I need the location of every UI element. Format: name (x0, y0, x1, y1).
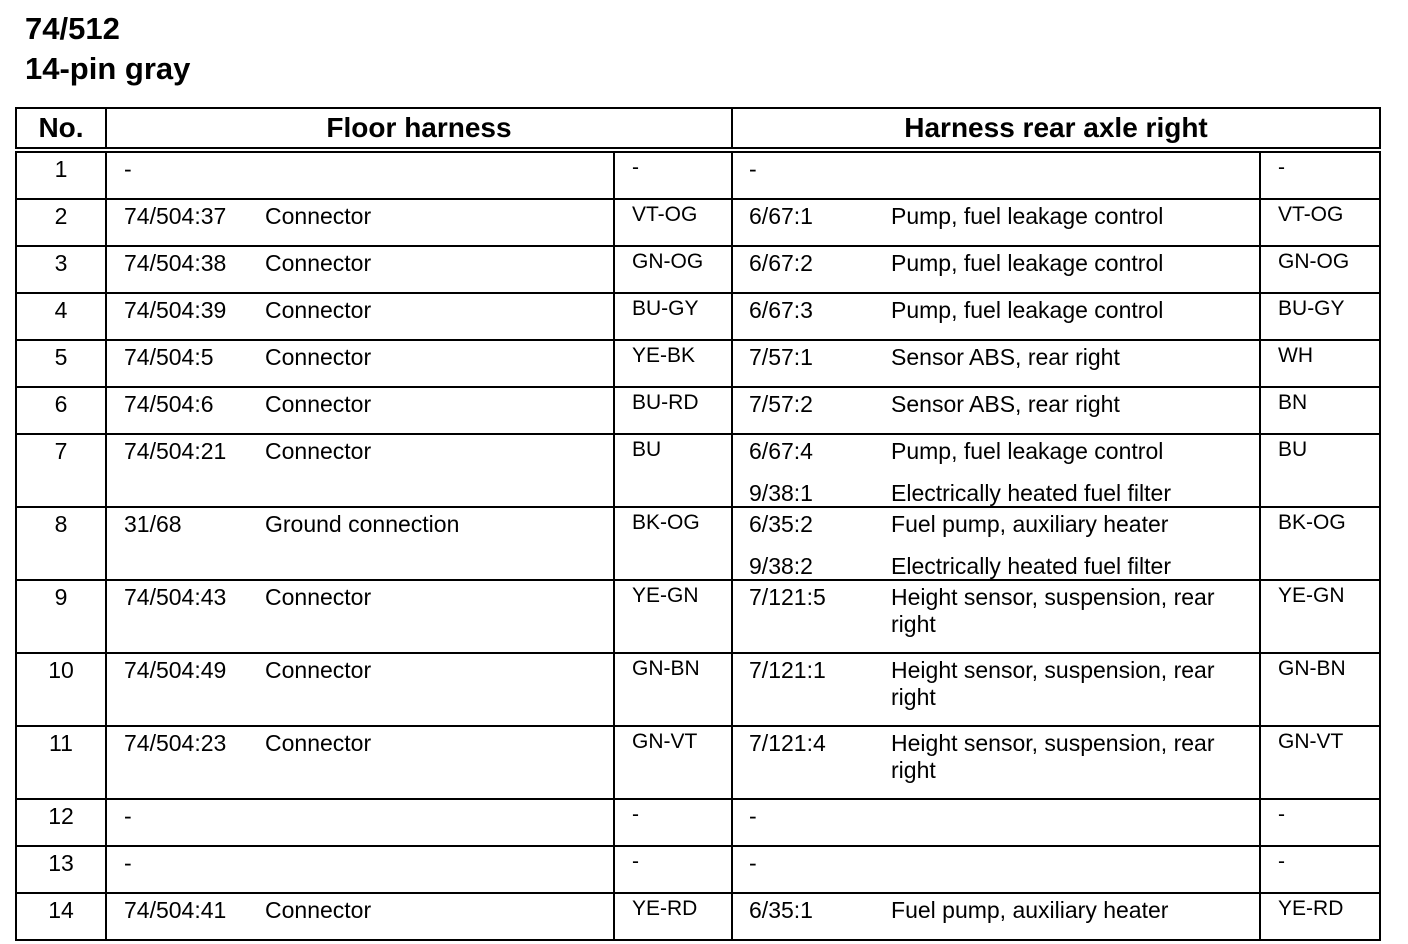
rear-axle-harness-cell (732, 434, 1260, 507)
pinout-table (15, 107, 1381, 941)
floor-harness-cell (106, 387, 614, 434)
rear-axle-harness-cell (732, 893, 1260, 940)
table-row (16, 434, 1380, 507)
rear-axle-harness-desc: Electrically heated fuel filter (891, 553, 1171, 579)
rear-axle-harness-desc: Sensor ABS, rear right (891, 344, 1120, 370)
floor-harness-wire-color: GN-VT (614, 726, 732, 799)
table-row (16, 893, 1380, 940)
rear-axle-harness-ref: 6/67:3 (749, 297, 813, 323)
rear-axle-harness-desc: Pump, fuel leakage control (891, 250, 1164, 276)
pin-number: 13 (16, 846, 106, 893)
floor-harness-ref: 74/504:41 (124, 897, 227, 923)
rear-axle-harness-cell (732, 846, 1260, 893)
floor-harness-wire-color: VT-OG (614, 199, 732, 246)
rear-axle-harness-desc: Pump, fuel leakage control (891, 438, 1164, 464)
floor-harness-desc: Connector (265, 584, 372, 610)
rear-axle-harness-ref: 6/35:2 (749, 511, 813, 537)
rear-axle-harness-cell (732, 726, 1260, 799)
rear-axle-harness-wire-color: BU (1260, 434, 1380, 507)
floor-harness-cell (106, 340, 614, 387)
table-row (16, 580, 1380, 653)
rear-axle-harness-ref: - (749, 850, 757, 876)
rear-axle-harness-desc: Fuel pump, auxiliary heater (891, 511, 1169, 537)
table-row (16, 150, 1380, 199)
floor-harness-desc: Connector (265, 438, 372, 464)
rear-axle-harness-cell (732, 507, 1260, 580)
pin-number: 10 (16, 653, 106, 726)
floor-harness-wire-color: BU (614, 434, 732, 507)
rear-axle-harness-cell (732, 799, 1260, 846)
floor-harness-ref: - (124, 803, 132, 829)
rear-axle-harness-cell (732, 150, 1260, 199)
table-row (16, 653, 1380, 726)
pin-number: 1 (16, 150, 106, 199)
column-header-no: No. (16, 108, 106, 150)
table-row (16, 726, 1380, 799)
floor-harness-ref: 74/504:38 (124, 250, 227, 276)
connector-id: 74/512 (25, 11, 120, 46)
rear-axle-harness-cell (732, 246, 1260, 293)
floor-harness-ref: 31/68 (124, 511, 182, 537)
floor-harness-ref: - (124, 156, 132, 182)
floor-harness-cell (106, 246, 614, 293)
rear-axle-harness-wire-color: - (1260, 799, 1380, 846)
floor-harness-cell (106, 434, 614, 507)
floor-harness-desc: Connector (265, 250, 372, 276)
floor-harness-desc: Connector (265, 391, 372, 417)
floor-harness-ref: 74/504:43 (124, 584, 227, 610)
rear-axle-harness-ref: 7/57:1 (749, 344, 813, 370)
pin-number: 9 (16, 580, 106, 653)
pin-number: 14 (16, 893, 106, 940)
header-row (16, 108, 1380, 150)
floor-harness-cell (106, 726, 614, 799)
rear-axle-harness-cell (732, 199, 1260, 246)
floor-harness-cell (106, 293, 614, 340)
floor-harness-wire-color: - (614, 799, 732, 846)
table-row (16, 507, 1380, 580)
floor-harness-ref: 74/504:23 (124, 730, 227, 756)
rear-axle-harness-ref: 9/38:2 (749, 553, 813, 579)
pin-number: 2 (16, 199, 106, 246)
rear-axle-harness-wire-color: - (1260, 846, 1380, 893)
table-row (16, 293, 1380, 340)
rear-axle-harness-wire-color: BN (1260, 387, 1380, 434)
table-row (16, 799, 1380, 846)
floor-harness-cell (106, 199, 614, 246)
pin-number: 5 (16, 340, 106, 387)
rear-axle-harness-desc: Pump, fuel leakage control (891, 297, 1164, 323)
floor-harness-wire-color: BK-OG (614, 507, 732, 580)
floor-harness-wire-color: - (614, 150, 732, 199)
table-row (16, 246, 1380, 293)
rear-axle-harness-wire-color: BU-GY (1260, 293, 1380, 340)
table-row (16, 340, 1380, 387)
column-header-floor-harness: Floor harness (106, 108, 732, 150)
rear-axle-harness-wire-color: GN-BN (1260, 653, 1380, 726)
connector-description: 14-pin gray (25, 51, 191, 86)
rear-axle-harness-ref: 7/121:5 (749, 584, 826, 610)
rear-axle-harness-ref: 6/35:1 (749, 897, 813, 923)
floor-harness-desc: Connector (265, 730, 372, 756)
rear-axle-harness-ref: 7/121:1 (749, 657, 826, 683)
rear-axle-harness-ref: 7/57:2 (749, 391, 813, 417)
rear-axle-harness-desc: Sensor ABS, rear right (891, 391, 1120, 417)
rear-axle-harness-cell (732, 340, 1260, 387)
table-row (16, 387, 1380, 434)
pin-number: 12 (16, 799, 106, 846)
pin-number: 7 (16, 434, 106, 507)
floor-harness-cell (106, 799, 614, 846)
rear-axle-harness-desc: Height sensor, suspension, rear right (891, 657, 1215, 710)
floor-harness-wire-color: YE-BK (614, 340, 732, 387)
floor-harness-cell (106, 846, 614, 893)
rear-axle-harness-wire-color: GN-OG (1260, 246, 1380, 293)
floor-harness-ref: - (124, 850, 132, 876)
rear-axle-harness-ref: - (749, 803, 757, 829)
rear-axle-harness-cell (732, 293, 1260, 340)
rear-axle-harness-ref: 9/38:1 (749, 480, 813, 506)
rear-axle-harness-ref: - (749, 156, 757, 182)
floor-harness-cell (106, 653, 614, 726)
rear-axle-harness-wire-color: - (1260, 150, 1380, 199)
rear-axle-harness-wire-color: BK-OG (1260, 507, 1380, 580)
floor-harness-ref: 74/504:39 (124, 297, 227, 323)
floor-harness-wire-color: BU-GY (614, 293, 732, 340)
rear-axle-harness-wire-color: WH (1260, 340, 1380, 387)
rear-axle-harness-ref: 7/121:4 (749, 730, 826, 756)
floor-harness-cell (106, 150, 614, 199)
floor-harness-ref: 74/504:37 (124, 203, 227, 229)
rear-axle-harness-desc: Fuel pump, auxiliary heater (891, 897, 1169, 923)
rear-axle-harness-desc: Height sensor, suspension, rear right (891, 584, 1215, 637)
rear-axle-harness-wire-color: YE-RD (1260, 893, 1380, 940)
rear-axle-harness-ref: 6/67:1 (749, 203, 813, 229)
rear-axle-harness-wire-color: YE-GN (1260, 580, 1380, 653)
floor-harness-desc: Connector (265, 897, 372, 923)
floor-harness-ref: 74/504:49 (124, 657, 227, 683)
rear-axle-harness-desc: Pump, fuel leakage control (891, 203, 1164, 229)
floor-harness-wire-color: GN-OG (614, 246, 732, 293)
floor-harness-ref: 74/504:6 (124, 391, 214, 417)
floor-harness-desc: Connector (265, 657, 372, 683)
floor-harness-desc: Connector (265, 297, 372, 323)
floor-harness-wire-color: - (614, 846, 732, 893)
floor-harness-cell (106, 893, 614, 940)
pin-number: 6 (16, 387, 106, 434)
rear-axle-harness-ref: 6/67:2 (749, 250, 813, 276)
rear-axle-harness-desc: Electrically heated fuel filter (891, 480, 1171, 506)
pin-number: 8 (16, 507, 106, 580)
rear-axle-harness-wire-color: VT-OG (1260, 199, 1380, 246)
floor-harness-cell (106, 507, 614, 580)
pin-number: 4 (16, 293, 106, 340)
rear-axle-harness-cell (732, 580, 1260, 653)
rear-axle-harness-ref: 6/67:4 (749, 438, 813, 464)
column-header-rear-axle-harness: Harness rear axle right (732, 108, 1380, 150)
floor-harness-wire-color: YE-RD (614, 893, 732, 940)
pin-number: 3 (16, 246, 106, 293)
floor-harness-desc: Ground connection (265, 511, 460, 537)
table-row (16, 199, 1380, 246)
floor-harness-ref: 74/504:5 (124, 344, 214, 370)
floor-harness-ref: 74/504:21 (124, 438, 227, 464)
floor-harness-wire-color: YE-GN (614, 580, 732, 653)
rear-axle-harness-cell (732, 387, 1260, 434)
floor-harness-desc: Connector (265, 203, 372, 229)
pin-number: 11 (16, 726, 106, 799)
floor-harness-cell (106, 580, 614, 653)
floor-harness-wire-color: BU-RD (614, 387, 732, 434)
rear-axle-harness-cell (732, 653, 1260, 726)
rear-axle-harness-desc: Height sensor, suspension, rear right (891, 730, 1215, 783)
rear-axle-harness-wire-color: GN-VT (1260, 726, 1380, 799)
floor-harness-desc: Connector (265, 344, 372, 370)
floor-harness-wire-color: GN-BN (614, 653, 732, 726)
table-row (16, 846, 1380, 893)
